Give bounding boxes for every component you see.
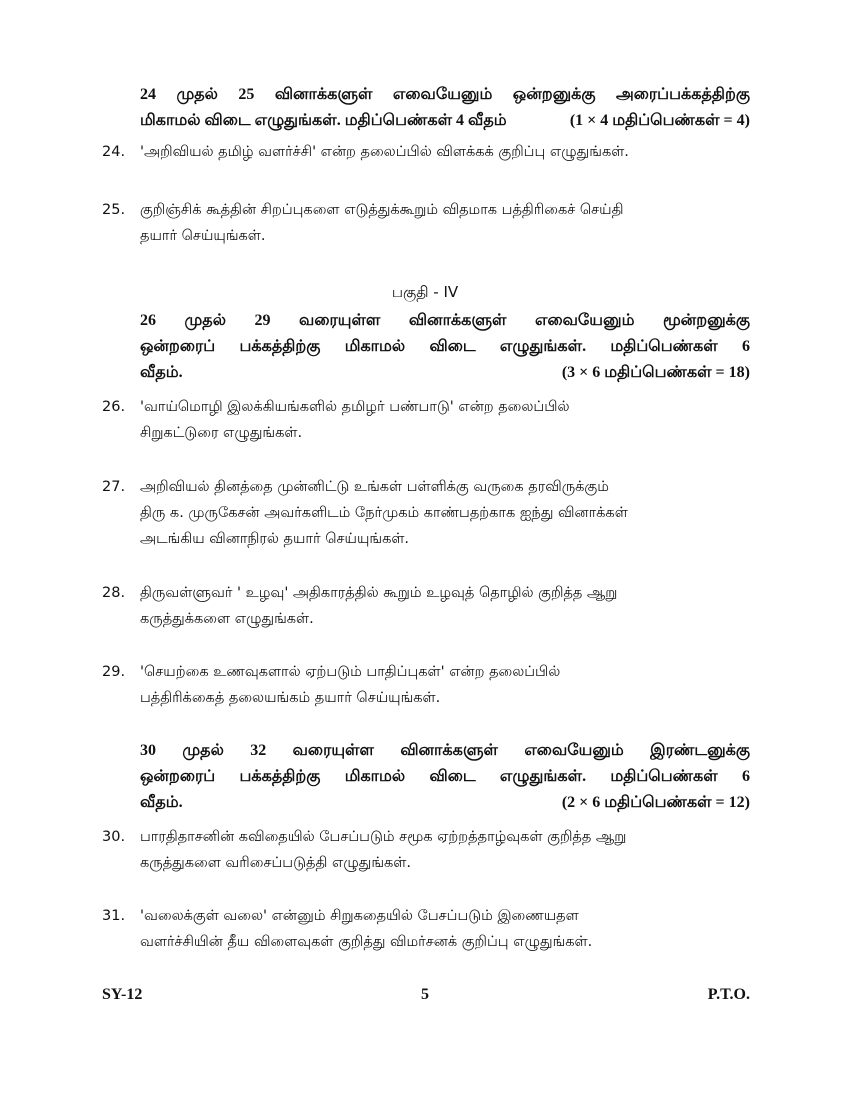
question-line: 'வாய்மொழி இலக்கியங்களில் தமிழர் பண்பாடு' என்ற தலைப்பில்: [140, 399, 570, 415]
question-line: அடங்கிய வினாநிரல் தயார் செய்யுங்கள்.: [140, 531, 410, 547]
question-line: பாரதிதாசனின் கவிதையில் பேசப்படும் சமூக ஏற்றத்தாழ்வுகள் குறித்த ஆறு: [140, 829, 627, 845]
question-line: வளர்ச்சியின் தீய விளைவுகள் குறித்து விமர்சனக் குறிப்பு எழுதுங்கள்.: [140, 934, 593, 950]
instruction-text: வீதம்.: [140, 364, 183, 381]
instruction-text: மிகாமல் விடை எழுதுங்கள். மதிப்பெண்கள் 4 வீதம்: [140, 112, 507, 129]
question-number: 29.: [102, 664, 126, 680]
paper-code: SY-12: [102, 986, 143, 1003]
question-line: தயார் செய்யுங்கள்.: [140, 228, 266, 244]
instruction-line: [140, 790, 750, 816]
instruction-text: வீதம்.: [140, 794, 183, 811]
question-line: பத்திரிக்கைத் தலையங்கம் தயார் செய்யுங்கள்.: [140, 690, 441, 706]
question-number: 31.: [102, 908, 126, 924]
marks-label: (1 × 4 மதிப்பெண்கள் = 4): [569, 112, 750, 129]
question-line: 'செயற்கை உணவுகளால் ஏற்படும் பாதிப்புகள்' என்ற தலைப்பில்: [140, 664, 561, 680]
question-text: [140, 197, 730, 249]
instruction-line: 30 முதல் 32 வரையுள்ள வினாக்களுள் எவையேனும் இரண்டனுக்கு: [140, 742, 750, 759]
question-text: [140, 394, 730, 446]
marks-label: (3 × 6 மதிப்பெண்கள் = 18): [561, 364, 750, 381]
question-line: கருத்துகளை வரிசைப்படுத்தி எழுதுங்கள்.: [140, 855, 411, 871]
question-number: 25.: [102, 202, 126, 218]
question-text: [140, 824, 730, 876]
instruction-line: 26 முதல் 29 வரையுள்ள வினாக்களுள் எவையேனும் மூன்றனுக்கு: [140, 312, 750, 329]
question-number: 28.: [102, 585, 126, 601]
question-line: திருவள்ளுவர் ' உழவு' அதிகாரத்தில் கூறும் உழவுத் தொழில் குறித்த ஆறு: [140, 585, 618, 601]
section-title: பகுதி - IV: [391, 283, 459, 301]
instruction-line: [140, 108, 750, 134]
instruction-line: [140, 360, 750, 386]
instruction-line: 24 முதல் 25 வினாக்களுள் எவையேனும் ஒன்றனுக்கு அரைப்பக்கத்திற்கு: [140, 86, 750, 103]
question-line: திரு க. முருகேசன் அவர்களிடம் நேர்முகம் காண்பதற்காக ஐந்து வினாக்கள்: [140, 505, 628, 521]
question-number: 24.: [102, 144, 126, 160]
pto-label: P.T.O.: [707, 986, 750, 1003]
question-text: 'அறிவியல் தமிழ் வளர்ச்சி' என்ற தலைப்பில் விளக்கக் குறிப்பு எழுதுங்கள்.: [140, 144, 629, 160]
instruction-block-1: [140, 82, 750, 134]
instruction-line: ஒன்றரைப் பக்கத்திற்கு மிகாமல் விடை எழுதுங்கள். மதிப்பெண்கள் 6: [140, 338, 750, 355]
instruction-line: ஒன்றரைப் பக்கத்திற்கு மிகாமல் விடை எழுதுங்கள். மதிப்பெண்கள் 6: [140, 768, 750, 785]
page-number: 5: [421, 986, 429, 1003]
question-number: 30.: [102, 829, 126, 845]
question-text: [140, 474, 730, 552]
question-text: [140, 659, 730, 711]
marks-label: (2 × 6 மதிப்பெண்கள் = 12): [561, 794, 750, 811]
question-line: அறிவியல் தினத்தை முன்னிட்டு உங்கள் பள்ளிக்கு வருகை தரவிருக்கும்: [140, 479, 609, 495]
instruction-block-2: [140, 308, 750, 386]
question-number: 26.: [102, 399, 126, 415]
question-line: 'வலைக்குள் வலை' என்னும் சிறுகதையில் பேசப்படும் இணையதள: [140, 908, 579, 924]
instruction-block-3: [140, 738, 750, 816]
question-number: 27.: [102, 479, 126, 495]
question-line: குறிஞ்சிக் கூத்தின் சிறப்புகளை எடுத்துக்கூறும் விதமாக பத்திரிகைச் செய்தி: [140, 202, 624, 218]
question-text: [140, 903, 730, 955]
question-line: சிறுகட்டுரை எழுதுங்கள்.: [140, 425, 303, 441]
question-line: கருத்துக்களை எழுதுங்கள்.: [140, 611, 314, 627]
question-text: [140, 580, 730, 632]
